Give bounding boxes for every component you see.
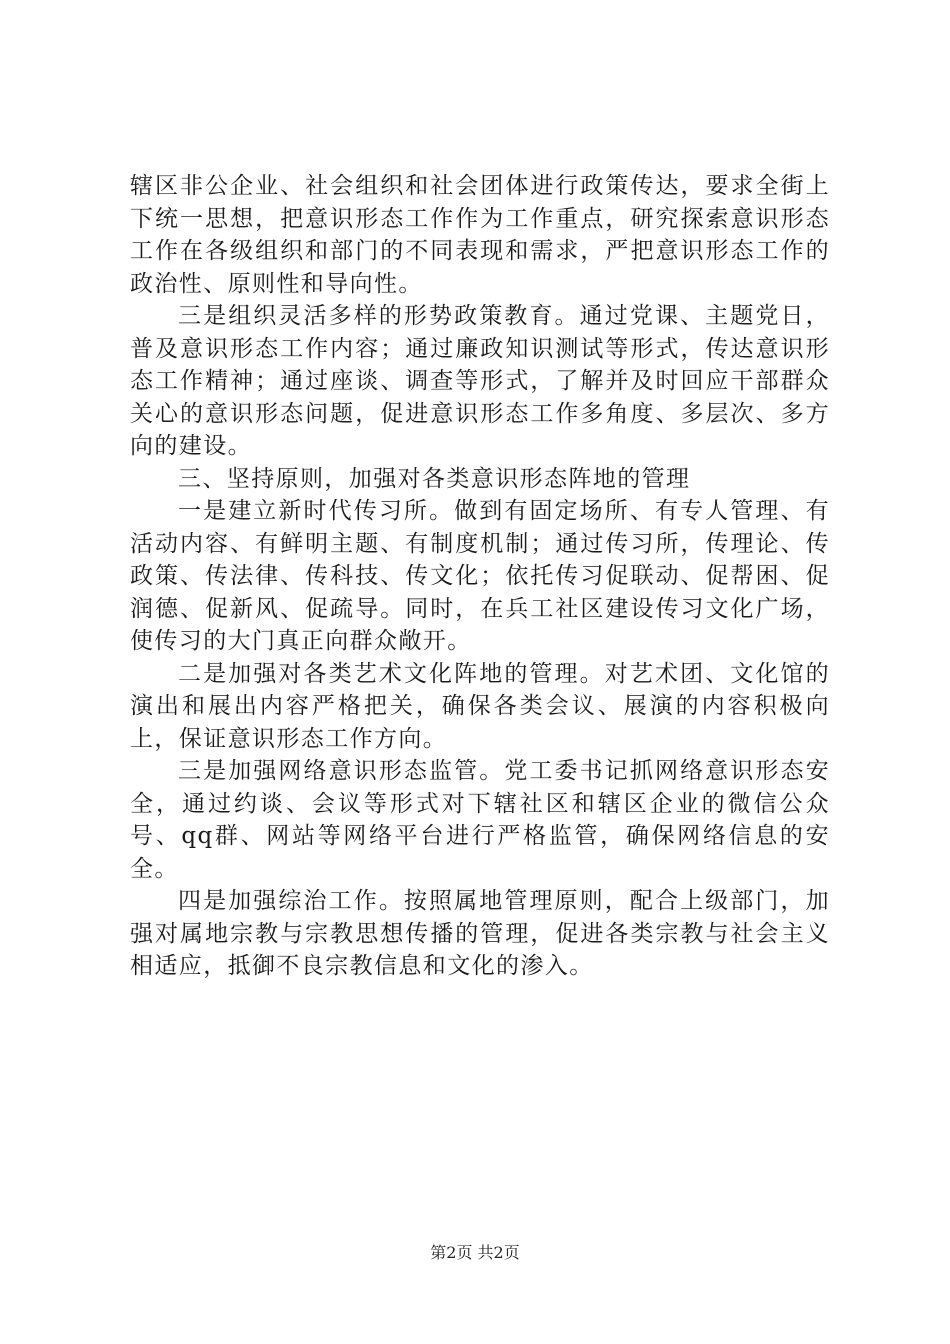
section-heading-three: 三、坚持原则，加强对各类意识形态阵地的管理	[178, 465, 691, 492]
paragraph-network-supervision: 三是加强网络意识形态监管。党工委书记抓网络意识形态安全，通过约谈、会议等形式对下辖社区和辖区企业的微信公众号、qq群、网站等网络平台进行严格监管，确保网络信息的安全。	[130, 758, 830, 882]
paragraph-comprehensive-governance: 四是加强综治工作。按照属地管理原则，配合上级部门，加强对属地宗教与宗教思想传播的管理，促进各类宗教与社会主义相适应，抵御不良宗教信息和文化的渗入。	[130, 888, 830, 979]
paragraph-continued: 辖区非公企业、社会组织和社会团体进行政策传达，要求全街上下统一思想，把意识形态工作作为工作重点，研究探索意识形态工作在各级组织和部门的不同表现和需求，严把意识形态工作的政治性、原则性和导向性。	[130, 173, 830, 297]
paragraph-policy-education: 三是组织灵活多样的形势政策教育。通过党课、主题党日，普及意识形态工作内容；通过廉政知识测试等形式，传达意识形态工作精神；通过座谈、调查等形式，了解并及时回应干部群众关心的意识形态问题，促进意识形态工作多角度、多层次、多方向的建设。	[130, 303, 830, 459]
paragraph-learning-center: 一是建立新时代传习所。做到有固定场所、有专人管理、有活动内容、有鲜明主题、有制度机制；通过传习所，传理论、传政策、传法律、传科技、传文化；依托传习促联动、促帮困、促润德、促新风、促疏导。同时，在兵工社区建设传习文化广场，使传习的大门真正向群众敞开。	[130, 498, 830, 654]
page-number-footer: 第2页 共2页	[430, 1243, 520, 1262]
document-body	[130, 170, 830, 983]
paragraph-art-culture: 二是加强对各类艺术文化阵地的管理。对艺术团、文化馆的演出和展出内容严格把关，确保各类会议、展演的内容积极向上，保证意识形态工作方向。	[130, 660, 830, 752]
